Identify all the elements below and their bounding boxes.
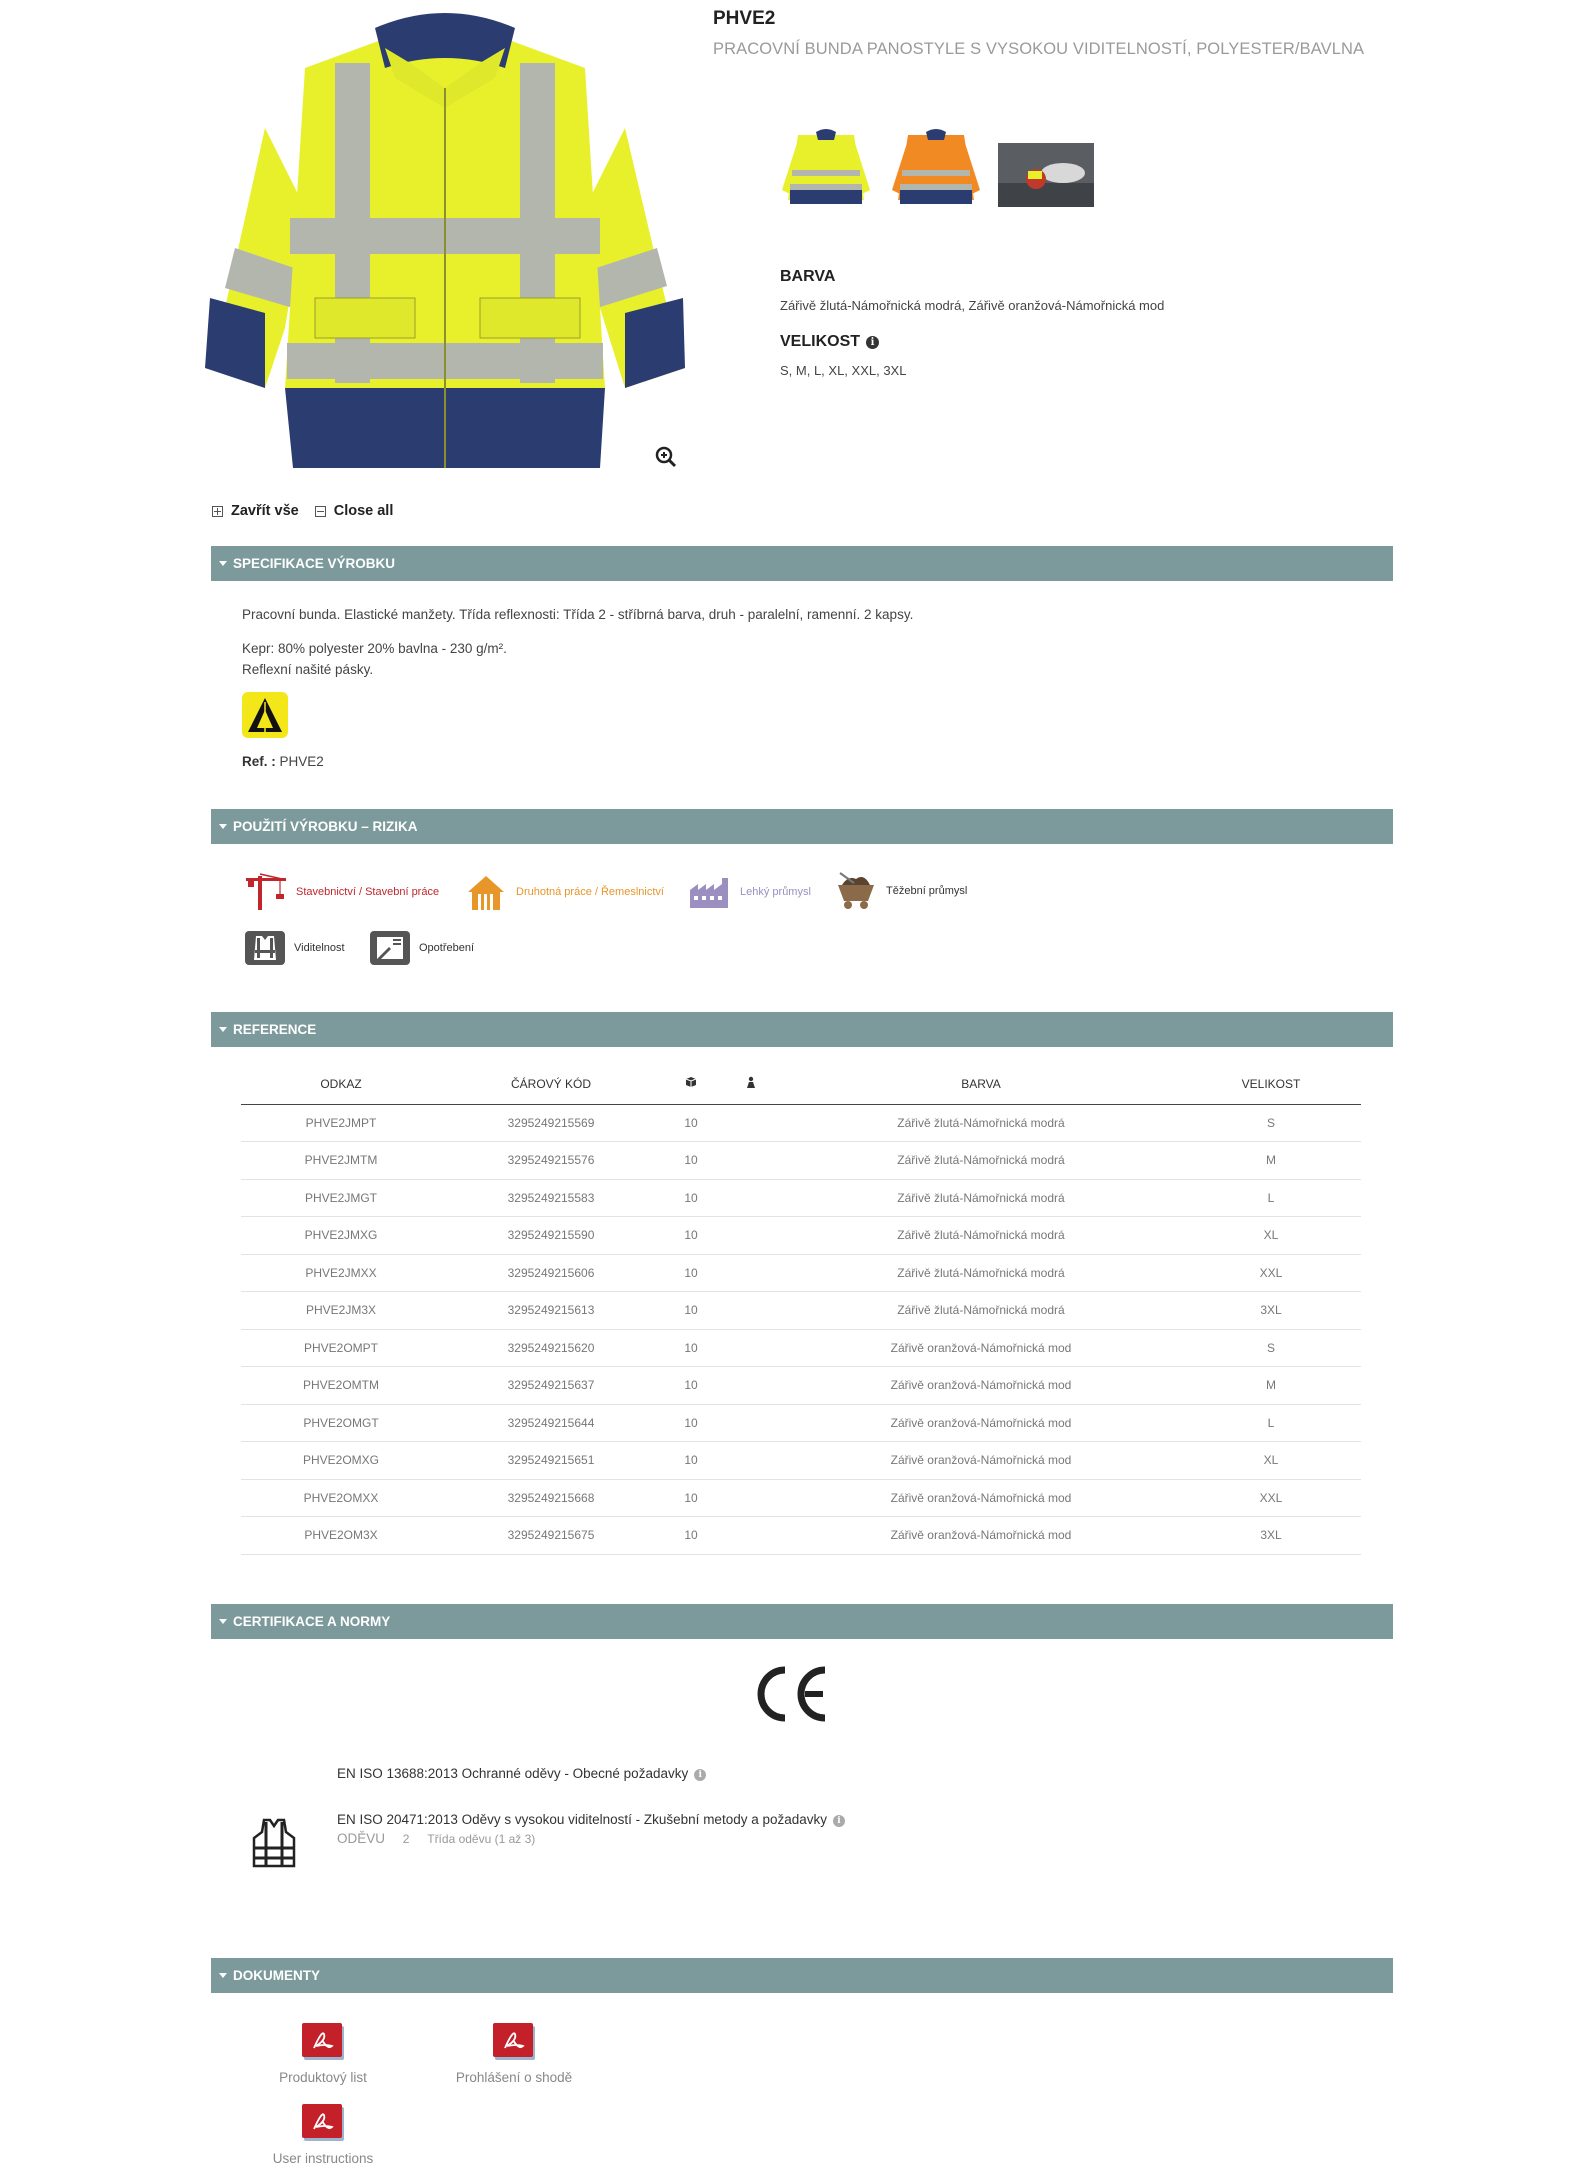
table-cell: Zářivě oranžová-Námořnická mod [781, 1479, 1181, 1517]
section-toggles [212, 503, 393, 519]
table-cell [721, 1329, 781, 1367]
table-cell: XL [1181, 1442, 1361, 1480]
color-value: Zářivě žlutá-Námořnická modrá, Zářivě oranžová-Námořnická mod [780, 298, 1165, 313]
table-cell: 10 [661, 1179, 721, 1217]
risk-wear [369, 930, 474, 966]
section-usage-header[interactable] [211, 809, 1393, 844]
product-header [713, 8, 1413, 59]
risk-label: Opotřebení [419, 942, 475, 954]
table-cell: Zářivě žlutá-Námořnická modrá [781, 1292, 1181, 1330]
caret-down-icon [219, 1973, 227, 1978]
section-documents-header[interactable] [211, 1958, 1393, 1993]
section-reference-header[interactable] [211, 1012, 1393, 1047]
table-row [241, 1329, 1361, 1367]
table-row [241, 1292, 1361, 1330]
caret-down-icon [219, 1619, 227, 1624]
abrasion-icon [369, 930, 411, 966]
info-icon[interactable]: i [833, 1815, 845, 1827]
table-cell: PHVE2OMPT [241, 1329, 441, 1367]
product-title: PRACOVNÍ BUNDA PANOSTYLE S VYSOKOU VIDITELNOSTÍ, POLYESTER/BAVLNA [713, 40, 1365, 58]
table-cell: 10 [661, 1404, 721, 1442]
pdf-icon [300, 2022, 346, 2062]
table-cell: 3295249215620 [441, 1329, 661, 1367]
risk-visibility [244, 930, 345, 966]
table-cell: 3295249215644 [441, 1404, 661, 1442]
col-person [721, 1064, 781, 1104]
table-cell [721, 1479, 781, 1517]
table-cell: M [1181, 1142, 1361, 1180]
color-label: BARVA [780, 268, 836, 285]
sector-light-industry [688, 872, 811, 912]
sector-crafts [464, 872, 664, 912]
spec-ref [242, 754, 913, 769]
document-product-sheet[interactable] [233, 2022, 413, 2085]
table-cell: Zářivě žlutá-Námořnická modrá [781, 1217, 1181, 1255]
product-attributes [780, 268, 1480, 378]
table-cell: PHVE2OMXX [241, 1479, 441, 1517]
table-cell: PHVE2JMXG [241, 1217, 441, 1255]
table-row [241, 1254, 1361, 1292]
table-cell: 3295249215576 [441, 1142, 661, 1180]
table-cell: 10 [661, 1104, 721, 1142]
size-label: VELIKOST [780, 333, 861, 350]
thumbnail-photo[interactable] [998, 120, 1094, 216]
table-cell: Zářivě oranžová-Námořnická mod [781, 1517, 1181, 1555]
table-cell [721, 1254, 781, 1292]
table-cell: Zářivě oranžová-Námořnická mod [781, 1367, 1181, 1405]
col-barcode: ČÁROVÝ KÓD [441, 1064, 661, 1104]
table-cell [721, 1179, 781, 1217]
table-cell: PHVE2JMXX [241, 1254, 441, 1292]
sector-label: Těžební průmysl [886, 885, 968, 897]
table-cell: Zářivě oranžová-Námořnická mod [781, 1329, 1181, 1367]
document-label[interactable]: Prohlášení o shodě [455, 2070, 573, 2085]
table-cell: 3295249215637 [441, 1367, 661, 1405]
person-icon [745, 1076, 757, 1088]
size-value: S, M, L, XL, XXL, 3XL [780, 363, 907, 378]
table-cell: Zářivě žlutá-Námořnická modrá [781, 1142, 1181, 1180]
table-row [241, 1142, 1361, 1180]
table-cell: PHVE2JMGT [241, 1179, 441, 1217]
table-row [241, 1442, 1361, 1480]
col-velikost: VELIKOST [1181, 1064, 1361, 1104]
table-cell: 10 [661, 1142, 721, 1180]
document-label[interactable]: Produktový list [279, 2070, 367, 2085]
table-cell: 3XL [1181, 1517, 1361, 1555]
ce-mark-logo [755, 1666, 829, 1727]
section-cert-title: CERTIFIKACE A NORMY [233, 1614, 391, 1629]
spec-line-2: Kepr: 80% polyester 20% bavlna - 230 g/m². [242, 641, 507, 656]
table-cell: 10 [661, 1442, 721, 1480]
table-cell: PHVE2OMXG [241, 1442, 441, 1480]
product-ref: PHVE2 [713, 8, 776, 29]
table-cell [721, 1367, 781, 1405]
crane-icon [244, 872, 288, 912]
zoom-icon[interactable] [655, 446, 677, 468]
spec-ref-value: PHVE2 [279, 754, 324, 769]
table-cell [721, 1404, 781, 1442]
thumbnail-gallery [778, 120, 1094, 216]
class-label: ODĚVU [337, 1831, 386, 1846]
table-cell: S [1181, 1329, 1361, 1367]
document-declaration[interactable] [424, 2022, 604, 2085]
caret-down-icon [219, 1027, 227, 1032]
table-cell: 3XL [1181, 1292, 1361, 1330]
close-all-button[interactable]: Close all [333, 503, 394, 519]
section-cert-header[interactable] [211, 1604, 1393, 1639]
section-reference-title: REFERENCE [233, 1022, 317, 1037]
table-cell: Zářivě žlutá-Námořnická modrá [781, 1254, 1181, 1292]
table-row [241, 1104, 1361, 1142]
norm-13688 [337, 1766, 706, 1781]
table-cell: XXL [1181, 1254, 1361, 1292]
document-user-instructions[interactable] [233, 2103, 413, 2166]
hivis-pictogram [252, 1818, 296, 1873]
table-cell: XXL [1181, 1479, 1361, 1517]
table-cell: 10 [661, 1217, 721, 1255]
table-cell: PHVE2JMPT [241, 1104, 441, 1142]
table-cell: 3295249215668 [441, 1479, 661, 1517]
thumbnail-orange[interactable] [888, 120, 984, 216]
table-row [241, 1404, 1361, 1442]
factory-icon [688, 872, 732, 912]
class-value: 2 [402, 1832, 410, 1846]
product-main-image[interactable] [205, 8, 685, 478]
size-label-row [780, 333, 1480, 351]
table-cell: 3295249215583 [441, 1179, 661, 1217]
table-cell: PHVE2OMTM [241, 1367, 441, 1405]
table-cell: 10 [661, 1292, 721, 1330]
spec-content [242, 604, 913, 769]
table-cell: PHVE2JM3X [241, 1292, 441, 1330]
table-cell: 3295249215606 [441, 1254, 661, 1292]
table-cell: 10 [661, 1367, 721, 1405]
table-cell: M [1181, 1367, 1361, 1405]
sector-label: Druhotná práce / Řemeslnictví [516, 886, 664, 898]
expand-all-button[interactable]: Zavřít vše [231, 503, 299, 519]
document-label[interactable]: User instructions [272, 2151, 374, 2166]
sector-construction [244, 872, 439, 912]
spec-line-1: Pracovní bunda. Elastické manžety. Třída reflexnosti: Třída 2 - stříbrná barva, druh - paralelní, ramenní. 2 kapsy. [242, 607, 914, 622]
norm-20471-text: EN ISO 20471:2013 Oděvy s vysokou viditelností - Zkušební metody a požadavky [337, 1812, 828, 1827]
info-icon[interactable]: i [694, 1769, 706, 1781]
reference-table [241, 1064, 1361, 1555]
pdf-icon [300, 2103, 346, 2143]
collapse-icon[interactable] [315, 506, 326, 517]
section-spec-header[interactable] [211, 546, 1393, 581]
table-cell: PHVE2OM3X [241, 1517, 441, 1555]
col-box [661, 1064, 721, 1104]
pdf-icon [491, 2022, 537, 2062]
table-cell: Zářivě žlutá-Námořnická modrá [781, 1104, 1181, 1142]
table-cell [721, 1142, 781, 1180]
table-cell: Zářivě oranžová-Námořnická mod [781, 1404, 1181, 1442]
visibility-vest-icon [244, 930, 286, 966]
table-cell: 3295249215613 [441, 1292, 661, 1330]
table-cell [721, 1292, 781, 1330]
col-barva: BARVA [781, 1064, 1181, 1104]
section-documents-title: DOKUMENTY [233, 1968, 320, 1983]
table-cell: S [1181, 1104, 1361, 1142]
house-icon [464, 872, 508, 912]
table-cell: 10 [661, 1254, 721, 1292]
sector-label: Lehký průmysl [740, 886, 811, 898]
table-row [241, 1479, 1361, 1517]
table-row [241, 1179, 1361, 1217]
jacket-illustration [205, 8, 685, 478]
norm-20471 [337, 1812, 845, 1846]
table-cell: PHVE2OMGT [241, 1404, 441, 1442]
table-cell: Zářivě oranžová-Námořnická mod [781, 1442, 1181, 1480]
table-row [241, 1217, 1361, 1255]
table-cell: L [1181, 1404, 1361, 1442]
table-cell: 3295249215590 [441, 1217, 661, 1255]
table-cell: 3295249215569 [441, 1104, 661, 1142]
table-header-row [241, 1064, 1361, 1104]
section-usage-title: POUŽITÍ VÝROBKU – RIZIKA [233, 819, 418, 834]
spec-ref-label: Ref. : [242, 754, 276, 769]
caret-down-icon [219, 824, 227, 829]
table-cell [721, 1517, 781, 1555]
table-cell [721, 1217, 781, 1255]
expand-icon[interactable] [212, 506, 223, 517]
table-cell: 3295249215675 [441, 1517, 661, 1555]
risk-label: Viditelnost [294, 942, 345, 954]
spec-line-3: Reflexní našité pásky. [242, 662, 374, 677]
class-note: Třída oděvu (1 až 3) [427, 1832, 536, 1846]
table-cell: PHVE2JMTM [241, 1142, 441, 1180]
table-cell: 10 [661, 1479, 721, 1517]
mine-cart-icon [834, 869, 878, 913]
vest-icon [252, 1818, 296, 1868]
sector-label: Stavebnictví / Stavební práce [296, 886, 440, 898]
table-row [241, 1517, 1361, 1555]
box-icon [685, 1076, 697, 1088]
table-cell: Zářivě žlutá-Námořnická modrá [781, 1179, 1181, 1217]
info-icon[interactable]: i [866, 336, 879, 349]
delta-plus-logo [242, 692, 288, 738]
table-cell: 10 [661, 1329, 721, 1367]
table-row [241, 1367, 1361, 1405]
sector-mining [834, 869, 967, 913]
table-cell: XL [1181, 1217, 1361, 1255]
table-cell: L [1181, 1179, 1361, 1217]
thumbnail-yellow[interactable] [778, 120, 874, 216]
section-spec-title: SPECIFIKACE VÝROBKU [233, 556, 396, 571]
table-cell: 3295249215651 [441, 1442, 661, 1480]
table-cell [721, 1442, 781, 1480]
col-odkaz: ODKAZ [241, 1064, 441, 1104]
caret-down-icon [219, 561, 227, 566]
norm-class-row [337, 1831, 845, 1846]
table-cell [721, 1104, 781, 1142]
table-cell: 10 [661, 1517, 721, 1555]
norm-13688-text: EN ISO 13688:2013 Ochranné oděvy - Obecné požadavky [337, 1766, 689, 1781]
